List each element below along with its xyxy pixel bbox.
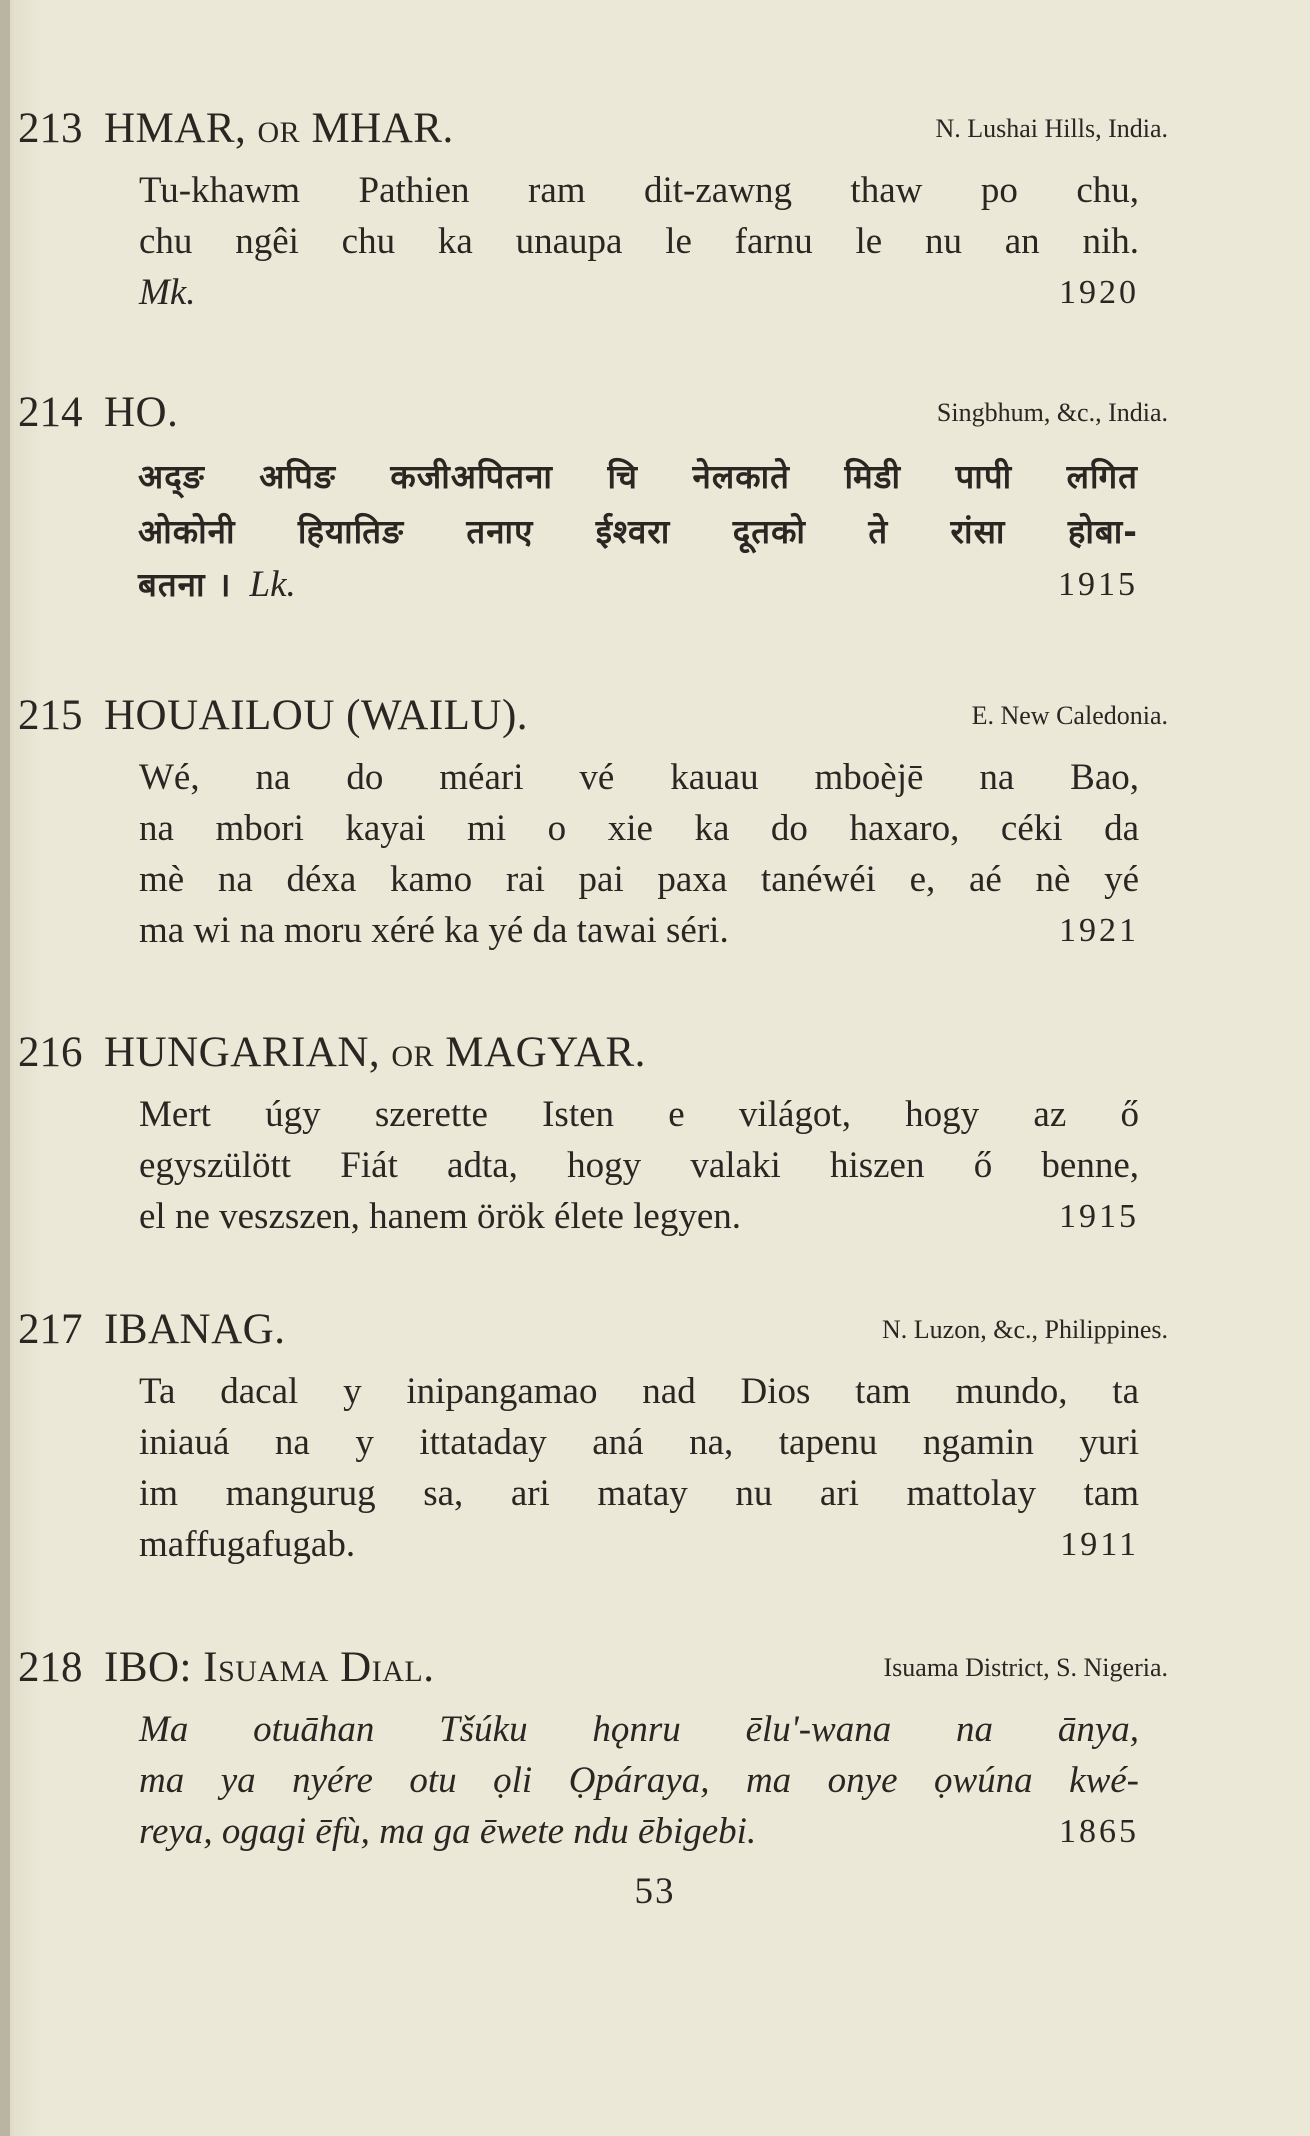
entry-header xyxy=(18,1642,1168,1694)
entry-215 xyxy=(18,690,1168,956)
verse-text xyxy=(139,1366,1139,1570)
entry-218 xyxy=(18,1642,1168,1857)
entry-header xyxy=(18,1027,1168,1079)
verse-line: egyszülött Fiát adta, hogy valaki hiszen ő benne, xyxy=(139,1145,1139,1186)
publication-year: 1915 xyxy=(1058,566,1138,603)
verse-line: na mbori kayai mi o xie ka do haxaro, céki da xyxy=(139,808,1139,849)
entry-number: 214 xyxy=(18,389,83,436)
verse-line: Wé, na do méari vé kauau mboèjē na Bao, xyxy=(139,757,1139,798)
verse-line: Tu-khawm Pathien ram dit-zawng thaw po chu, xyxy=(139,170,1139,211)
version-abbreviation: Lk. xyxy=(249,564,296,605)
entry-footer xyxy=(139,1519,1139,1570)
location: Singbhum, &c., India. xyxy=(936,398,1168,427)
location: Isuama District, S. Nigeria. xyxy=(883,1653,1168,1682)
language-name: HOUAILOU (WAILU). xyxy=(104,692,529,739)
publication-year: 1920 xyxy=(1059,274,1139,311)
entry-217 xyxy=(18,1304,1168,1570)
verse-line: ma ya nyére otu ọli Ọpáraya, ma onye ọwúna kwé- xyxy=(139,1760,1139,1801)
verse-text xyxy=(139,1089,1139,1242)
page-gutter xyxy=(0,0,10,2136)
verse-text xyxy=(139,1704,1139,1857)
entry-footer xyxy=(139,905,1139,956)
verse-line: reya, ogagi ēfù, ma ga ēwete ndu ēbigebi. xyxy=(139,1811,757,1852)
verse-line: ma wi na moru xéré ka yé da tawai séri. xyxy=(139,910,729,951)
entry-header xyxy=(18,1304,1168,1356)
verse-line: अद्‌ङ अपिङ कजीअपितना चि नेलकाते मिडी पापी लगित xyxy=(138,457,1138,496)
entry-footer xyxy=(139,1191,1139,1242)
verse-line: chu ngêi chu ka unaupa le farnu le nu an nih. xyxy=(139,221,1139,262)
entry-footer xyxy=(138,559,1138,610)
verse-line: ओकोनी हियातिङ तनाए ईश्वरा दूतको ते रांसा होबा- xyxy=(138,512,1138,551)
verse-text xyxy=(138,449,1138,610)
language-name: HUNGARIAN, or MAGYAR. xyxy=(104,1029,646,1076)
entry-header xyxy=(18,690,1168,742)
verse-text xyxy=(139,165,1139,318)
entry-number: 218 xyxy=(18,1644,83,1691)
entry-header xyxy=(18,103,1168,155)
verse-text xyxy=(139,752,1139,956)
entry-number: 215 xyxy=(18,692,83,739)
verse-line: Ma otuāhan Tšúku hǫnru ēlu'-wana na ānya, xyxy=(139,1709,1139,1750)
language-name: HMAR, or MHAR. xyxy=(104,105,454,152)
verse-line: iniauá na y ittataday aná na, tapenu ngamin yuri xyxy=(139,1422,1139,1463)
publication-year: 1865 xyxy=(1059,1813,1139,1850)
publication-year: 1911 xyxy=(1060,1526,1139,1563)
entry-number: 213 xyxy=(18,105,83,152)
entry-number: 216 xyxy=(18,1029,83,1076)
verse-line: im mangurug sa, ari matay nu ari mattolay tam xyxy=(139,1473,1139,1514)
language-name: IBANAG. xyxy=(104,1306,286,1353)
entry-216 xyxy=(18,1027,1168,1242)
verse-line: maffugafugab. xyxy=(139,1524,356,1565)
page-number: 53 xyxy=(634,1871,676,1912)
verse-line: mè na déxa kamo rai pai paxa tanéwéi e, aé nè yé xyxy=(139,859,1139,900)
location: N. Lushai Hills, India. xyxy=(935,114,1168,143)
language-name: IBO: Isuama Dial. xyxy=(104,1644,435,1691)
entry-number: 217 xyxy=(18,1306,83,1353)
verse-line: Mert úgy szerette Isten e világot, hogy az ő xyxy=(139,1094,1139,1135)
publication-year: 1915 xyxy=(1059,1198,1139,1235)
entry-header xyxy=(18,387,1168,439)
entry-214 xyxy=(18,387,1168,610)
entry-213 xyxy=(18,103,1168,318)
verse-line: el ne veszszen, hanem örök élete legyen. xyxy=(139,1196,742,1237)
language-name: HO. xyxy=(104,389,179,436)
verse-line: बतना । xyxy=(138,565,232,604)
entry-footer xyxy=(139,1806,1139,1857)
entry-footer xyxy=(139,267,1139,318)
location: N. Luzon, &c., Philippines. xyxy=(882,1315,1168,1344)
version-abbreviation: Mk. xyxy=(139,272,196,313)
publication-year: 1921 xyxy=(1059,912,1139,949)
location: E. New Caledonia. xyxy=(971,701,1168,730)
verse-line: Ta dacal y inipangamao nad Dios tam mundo, ta xyxy=(139,1371,1139,1412)
